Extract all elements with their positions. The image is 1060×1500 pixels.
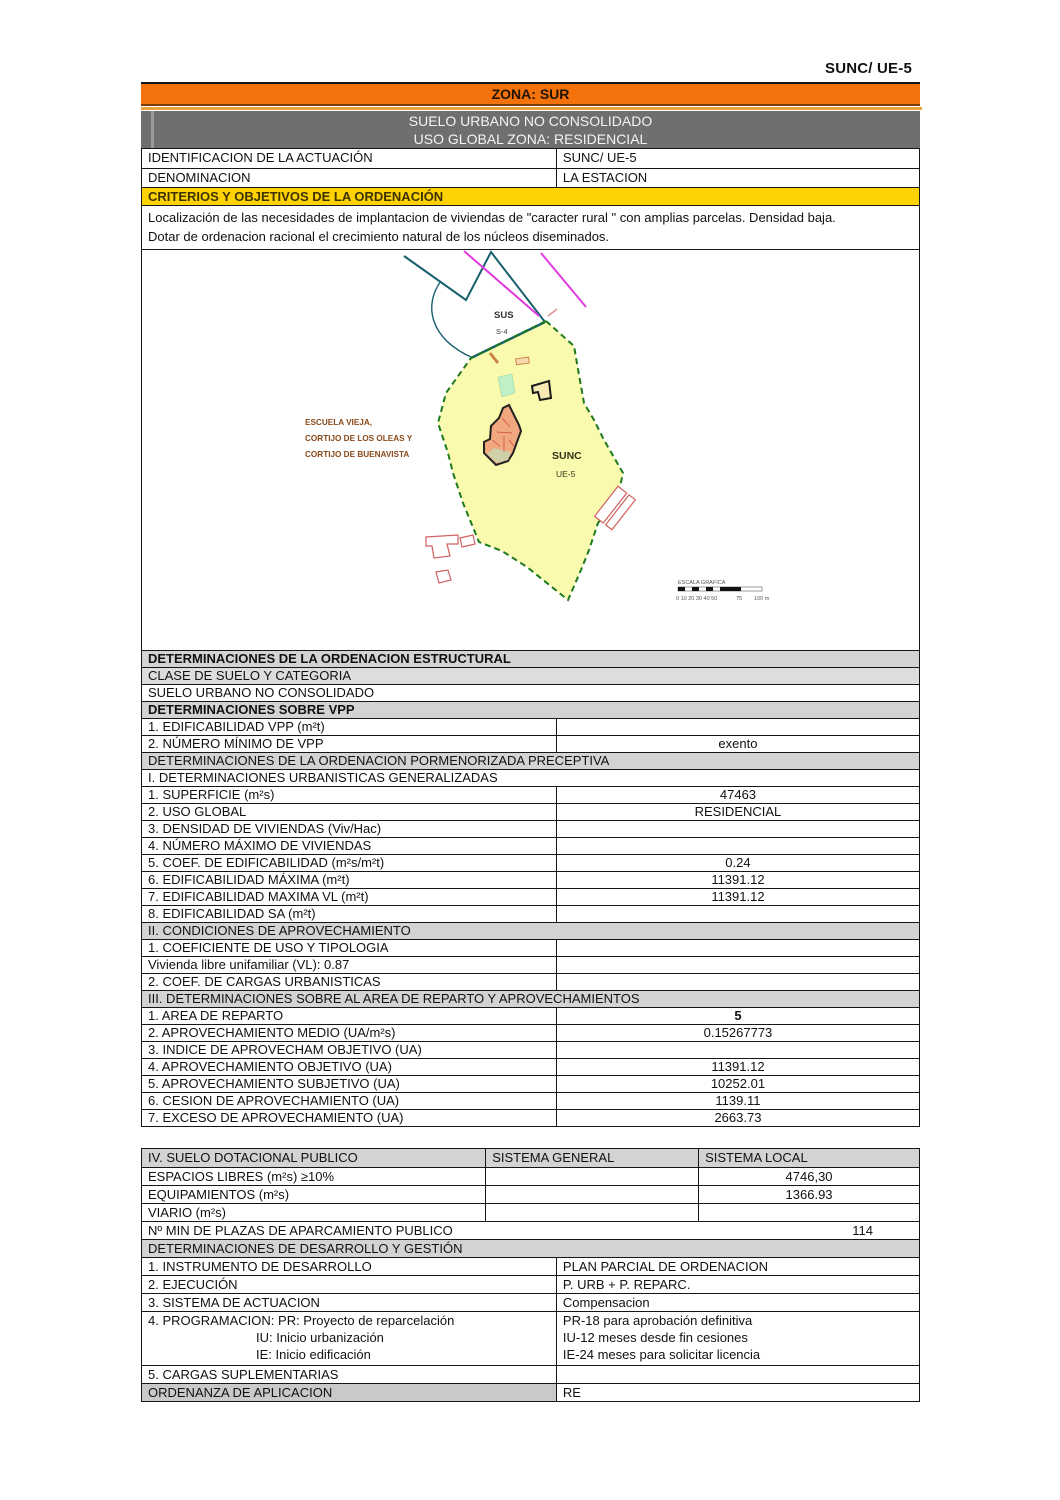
table-row: 3. INDICE DE APROVECHAM OBJETIVO (UA) <box>142 1041 919 1058</box>
table-row: VIARIO (m²s) <box>142 1203 919 1221</box>
programacion-row <box>142 1311 919 1365</box>
section-header: DETERMINACIONES DE LA ORDENACION ESTRUCTURAL <box>142 650 919 667</box>
table-row: Vivienda libre unifamiliar (VL): 0.87 <box>142 956 919 973</box>
table-row: 4. APROVECHAMIENTO OBJETIVO (UA) 11391.12 <box>142 1058 919 1075</box>
criterios-paragraph <box>142 205 919 249</box>
scale-title: ESCALA GRAFICA <box>678 580 726 586</box>
table-row: 1. COEFICIENTE DE USO Y TIPOLOGIA <box>142 939 919 956</box>
red-tick <box>548 309 557 316</box>
scale-ticks: 0 10 20 30 40 50 <box>676 596 718 602</box>
document-code: SUNC/ UE-5 <box>824 60 912 77</box>
parcel-polygon <box>438 321 623 600</box>
parking-value: 114 <box>852 1223 873 1238</box>
criterios-title: CRITERIOS Y OBJETIVOS DE LA ORDENACIÓN <box>148 189 444 204</box>
section-header: III. DETERMINACIONES SOBRE AL AREA DE REPARTO Y APROVECHAMIENTOS <box>142 990 919 1007</box>
table-row: 2. COEF. DE CARGAS URBANISTICAS <box>142 973 919 990</box>
map-left-text-2: CORTIJO DE LOS OLEAS Y <box>305 434 413 443</box>
dotacional-header-row: IV. SUELO DOTACIONAL PUBLICO SISTEMA GENERAL SISTEMA LOCAL <box>142 1149 919 1167</box>
map-label-sus: SUS <box>494 310 514 321</box>
row-label: IDENTIFICACION DE LA ACTUACIÓN <box>142 149 557 168</box>
table-row: 2. USO GLOBAL RESIDENCIAL <box>142 803 919 820</box>
table-row: 5. COEF. DE EDIFICABILIDAD (m²s/m²t) 0.24 <box>142 854 919 871</box>
table-row: 2. EJECUCIÓN P. URB + P. REPARC. <box>142 1275 919 1293</box>
parking-label: Nº MIN DE PLAZAS DE APARCAMIENTO PUBLICO <box>148 1223 453 1238</box>
soil-class-line1: SUELO URBANO NO CONSOLIDADO <box>408 113 653 129</box>
amber-divider <box>141 107 922 110</box>
table-row: 3. DENSIDAD DE VIVIENDAS (Viv/Hac) <box>142 820 919 837</box>
table-row: 3. SISTEMA DE ACTUACION Compensacion <box>142 1293 919 1311</box>
table-row: 7. EXCESO DE APROVECHAMIENTO (UA) 2663.73 <box>142 1109 919 1126</box>
dotacional-gestion-table <box>141 1148 920 1402</box>
table-row: I. DETERMINACIONES URBANISTICAS GENERALIZADAS <box>142 769 919 786</box>
tan-mark-2 <box>516 357 530 365</box>
criterios-title-bar <box>142 187 919 205</box>
table-row <box>142 149 919 168</box>
map-left-text-1: ESCUELA VIEJA, <box>305 418 373 427</box>
table-row: 1. SUPERFICIE (m²s) 47463 <box>142 786 919 803</box>
table-row: 8. EDIFICABILIDAD SA (m²t) <box>142 905 919 922</box>
table-row: 2. APROVECHAMIENTO MEDIO (UA/m²s) 0.15267773 <box>142 1024 919 1041</box>
scale-100: 100 m <box>754 596 770 602</box>
map-teal-arc <box>432 281 473 358</box>
map-label-sunc: SUNC <box>552 450 582 462</box>
criterios-line1: Localización de las necesidades de implantacion de viviendas de "caracter rural " con amplias parcelas. Densidad baja. <box>148 210 836 225</box>
section-header: DETERMINACIONES DE LA ORDENACION PORMENORIZADA PRECEPTIVA <box>142 752 919 769</box>
table-row: 2. NÚMERO MÍNIMO DE VPP exento <box>142 735 919 752</box>
table-row: 1. INSTRUMENTO DE DESARROLLO PLAN PARCIAL DE ORDENACION <box>142 1257 919 1275</box>
zone-header-bar: ZONA: SUR <box>141 82 920 106</box>
row-label: DENOMINACION <box>142 169 557 187</box>
zoning-map <box>142 250 919 649</box>
table-row: SUELO URBANO NO CONSOLIDADO <box>142 684 919 701</box>
table-row: 6. CESION DE APROVECHAMIENTO (UA) 1139.11 <box>142 1092 919 1109</box>
map-label-sus-sub: S-4 <box>496 327 508 336</box>
red-shape-small-1 <box>460 535 475 547</box>
table-row: 5. CARGAS SUPLEMENTARIAS <box>142 1365 919 1383</box>
programacion-value: PR-18 para aprobación definitiva IU-12 meses desde fin cesiones IE-24 meses para solicitar licencia <box>562 1313 761 1362</box>
programacion-label: 4. PROGRAMACION: PR: Proyecto de reparcelación IU: Inicio urbanización IE: Inicio edificación <box>142 1312 557 1365</box>
criterios-line2: Dotar de ordenacion racional el crecimiento natural de los núcleos diseminados. <box>148 229 610 244</box>
map-left-text-3: CORTIJO DE BUENAVISTA <box>305 450 410 459</box>
red-shape-small-2 <box>436 570 451 583</box>
table-row: 5. APROVECHAMIENTO SUBJETIVO (UA) 10252.01 <box>142 1075 919 1092</box>
map-cell <box>142 249 919 650</box>
scale-bar <box>676 580 770 602</box>
table-row: ESPACIOS LIBRES (m²s) ≥10% 4746,30 <box>142 1167 919 1185</box>
row-value: SUNC/ UE-5 <box>562 150 637 165</box>
map-label-sunc-sub: UE-5 <box>556 469 576 479</box>
section-header: DETERMINACIONES SOBRE VPP <box>142 701 919 718</box>
section-header: CLASE DE SUELO Y CATEGORIA <box>142 667 919 684</box>
section-header: II. CONDICIONES DE APROVECHAMIENTO <box>142 922 919 939</box>
map-magenta-line-2 <box>541 253 586 307</box>
map-teal-line <box>404 252 545 322</box>
ordenanza-row <box>142 1383 919 1401</box>
parking-row <box>142 1221 919 1239</box>
scale-75: 75 <box>736 596 743 602</box>
ordenanza-label: ORDENANZA DE APLICACION <box>142 1384 557 1401</box>
table-row: 1. EDIFICABILIDAD VPP (m²t) <box>142 718 919 735</box>
ordenanza-value: RE <box>562 1385 581 1400</box>
soil-class-line2: USO GLOBAL ZONA: RESIDENCIAL <box>413 131 648 147</box>
banner-left-strip <box>151 111 154 148</box>
table-row: 4. NÚMERO MÁXIMO DE VIVIENDAS <box>142 837 919 854</box>
section-header: DETERMINACIONES DE DESARROLLO Y GESTIÓN <box>142 1239 919 1257</box>
table-row: EQUIPAMIENTOS (m²s) 1366.93 <box>142 1185 919 1203</box>
row-value: LA ESTACION <box>562 170 648 185</box>
map-left-annotation <box>305 418 413 459</box>
soil-class-banner <box>141 111 920 148</box>
table-row <box>142 168 919 187</box>
table-row: 1. AREA DE REPARTO 5 <box>142 1007 919 1024</box>
red-shape-house <box>426 535 458 558</box>
table-row: 6. EDIFICABILIDAD MÁXIMA (m²t) 11391.12 <box>142 871 919 888</box>
main-table <box>141 148 920 1127</box>
table-row: 7. EDIFICABILIDAD MAXIMA VL (m²t) 11391.12 <box>142 888 919 905</box>
